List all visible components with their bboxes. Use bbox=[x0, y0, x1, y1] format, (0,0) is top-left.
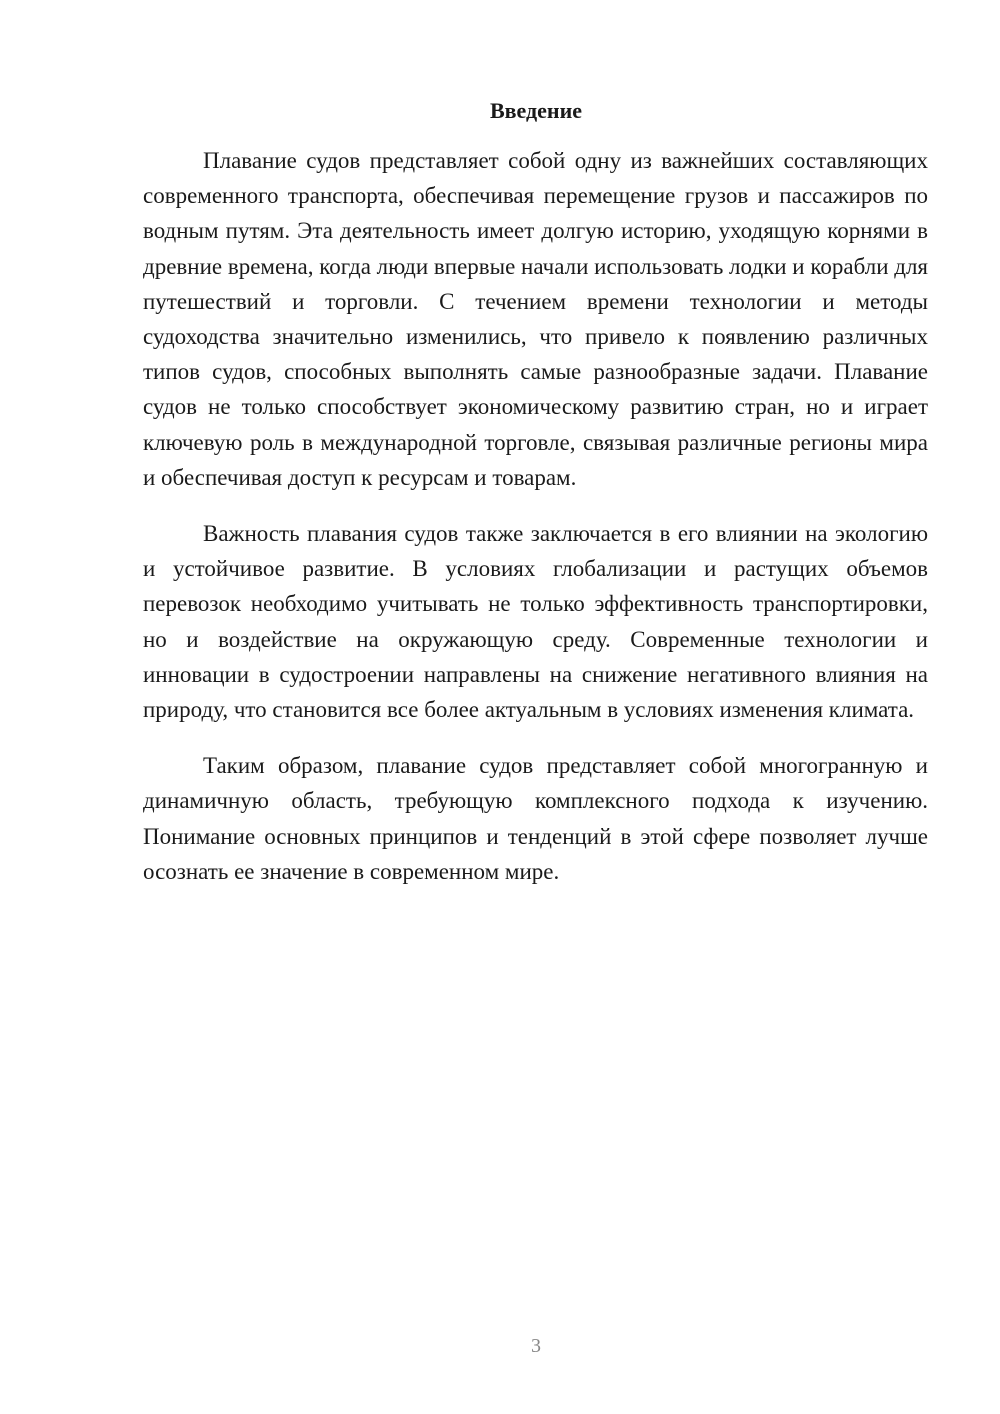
paragraph-1: Плавание судов представляет собой одну из важнейших составляющих современного транспорта, обеспечивая перемещение грузов и пассажиров по водным путям. Эта деятельность имеет долгую историю, уходящую корнями в древние времена, когда люди впервые начали использовать лодки и корабли для путешествий и торговли. С течением времени технологии и методы судоходства значительно изменились, что привело к появлению различных типов судов, способных выполнять самые разнообразные задачи. Плавание судов не только способствует экономическому развитию стран, но и играет ключевую роль в международной торговле, связывая различные регионы мира и обеспечивая доступ к ресурсам и товарам. bbox=[143, 148, 929, 490]
paragraph-3: Таким образом, плавание судов представляет собой многогранную и динамичную область, требующую комплексного подхода к изучению. Понимание основных принципов и тенденций в этой сфере позволяет лучше осознать ее значение в современном мире. bbox=[143, 753, 928, 884]
page-number: 3 bbox=[531, 1335, 541, 1357]
document-body bbox=[143, 143, 928, 889]
page-title: Введение bbox=[489, 98, 583, 123]
paragraph-2: Важность плавания судов также заключается в его влиянии на экологию и устойчивое развитие. В условиях глобализации и растущих объемов перевозок необходимо учитывать не только эффективность транспортировки, но и воздействие на окружающую среду. Современные технологии и инновации в судостроении направлены на снижение негативного влияния на природу, что становится все более актуальным в условиях изменения климата. bbox=[143, 521, 928, 723]
